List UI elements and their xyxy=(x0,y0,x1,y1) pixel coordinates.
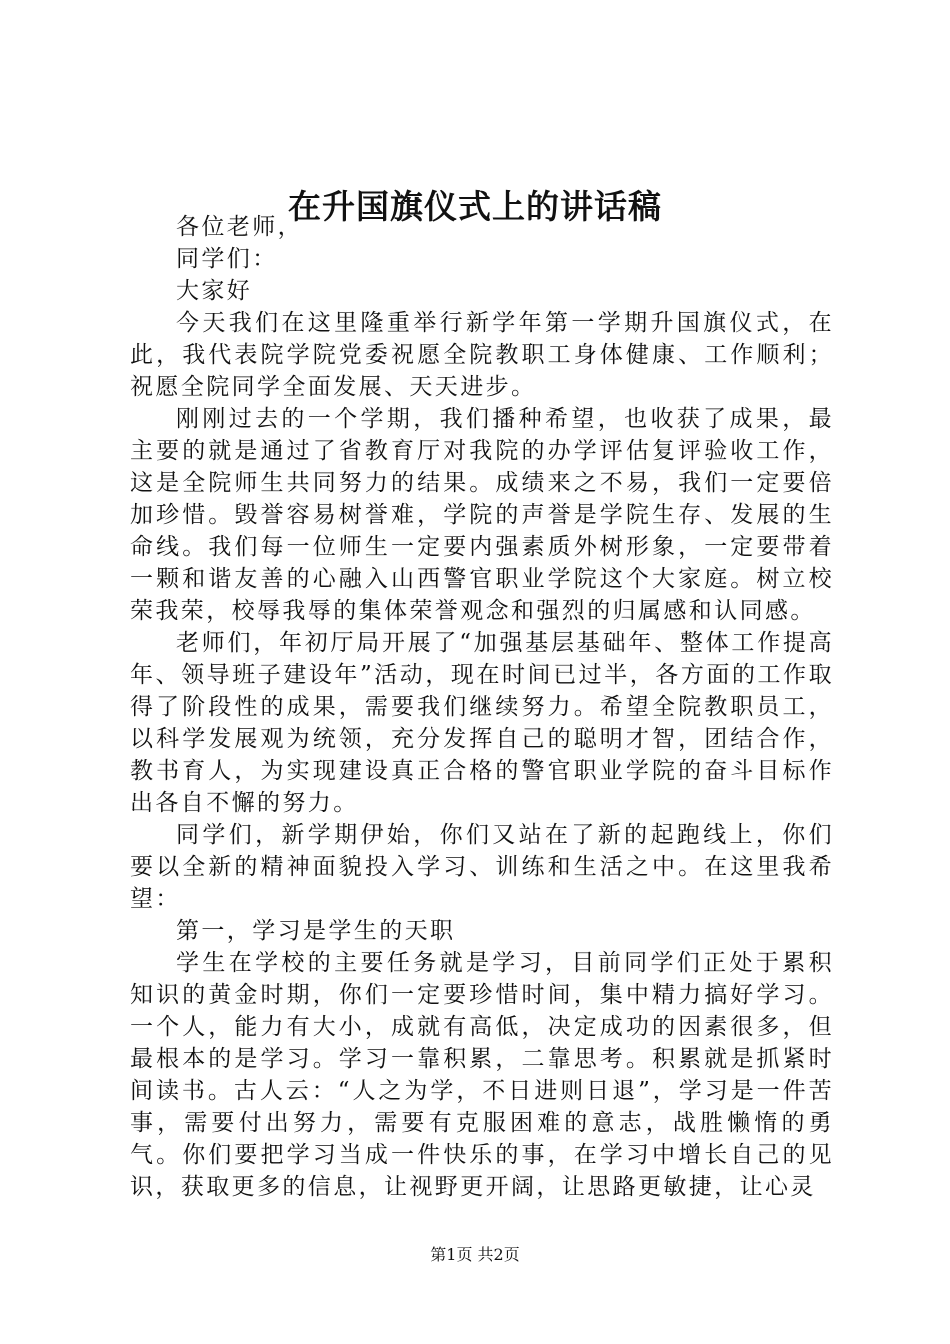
document-body xyxy=(130,211,834,1203)
paragraph-opening: 今天我们在这里隆重举行新学年第一学期升国旗仪式，在此，我代表院学院党委祝愿全院教职工身体健康、工作顺利；祝愿全院同学全面发展、天天进步。 xyxy=(130,310,834,400)
paragraph-last-semester: 刚刚过去的一个学期，我们播种希望，也收获了成果，最主要的就是通过了省教育厅对我院的办学评估复评验收工作，这是全院师生共同努力的结果。成绩来之不易，我们一定要倍加珍惜。毁誉容易树誉难，学院的声誉是学院生存、发展的生命线。我们每一位师生一定要内强素质外树形象，一定要带着一颗和谐友善的心融入山西警官职业学院这个大家庭。树立校荣我荣，校辱我辱的集体荣誉观念和强烈的归属感和认同感。 xyxy=(130,406,834,624)
greeting-teachers: 各位老师， xyxy=(176,214,303,240)
paragraph-teachers: 老师们，年初厅局开展了“加强基层基础年、整体工作提高年、领导班子建设年”活动，现在时间已过半，各方面的工作取得了阶段性的成果，需要我们继续努力。希望全院教职员工，以科学发展观为统领，充分发挥自己的聪明才智，团结合作，教书育人，为实现建设真正合格的警官职业学院的奋斗目标作出各自不懈的努力。 xyxy=(130,630,834,816)
greeting-students: 同学们： xyxy=(176,246,278,272)
document-title: 在升国旗仪式上的讲话稿 xyxy=(288,187,662,226)
section-heading-study: 第一，学习是学生的天职 xyxy=(176,918,456,944)
paragraph-study: 学生在学校的主要任务就是学习，目前同学们正处于累积知识的黄金时期，你们一定要珍惜时间，集中精力搞好学习。一个人，能力有大小，成就有高低，决定成功的因素很多，但最根本的是学习。学习一靠积累，二靠思考。积累就是抓紧时间读书。古人云：“人之为学，不日进则日退”，学习是一件苦事，需要付出努力，需要有克服困难的意志，战胜懒惰的勇气。你们要把学习当成一件快乐的事，在学习中增长自己的见识，获取更多的信息，让视野更开阔，让思路更敏捷，让心灵 xyxy=(130,950,834,1200)
greeting-all: 大家好 xyxy=(176,278,253,304)
paragraph-students: 同学们，新学期伊始，你们又站在了新的起跑线上，你们要以全新的精神面貌投入学习、训练和生活之中。在这里我希望： xyxy=(130,822,834,912)
page-number-footer: 第1页 共2页 xyxy=(430,1245,520,1264)
